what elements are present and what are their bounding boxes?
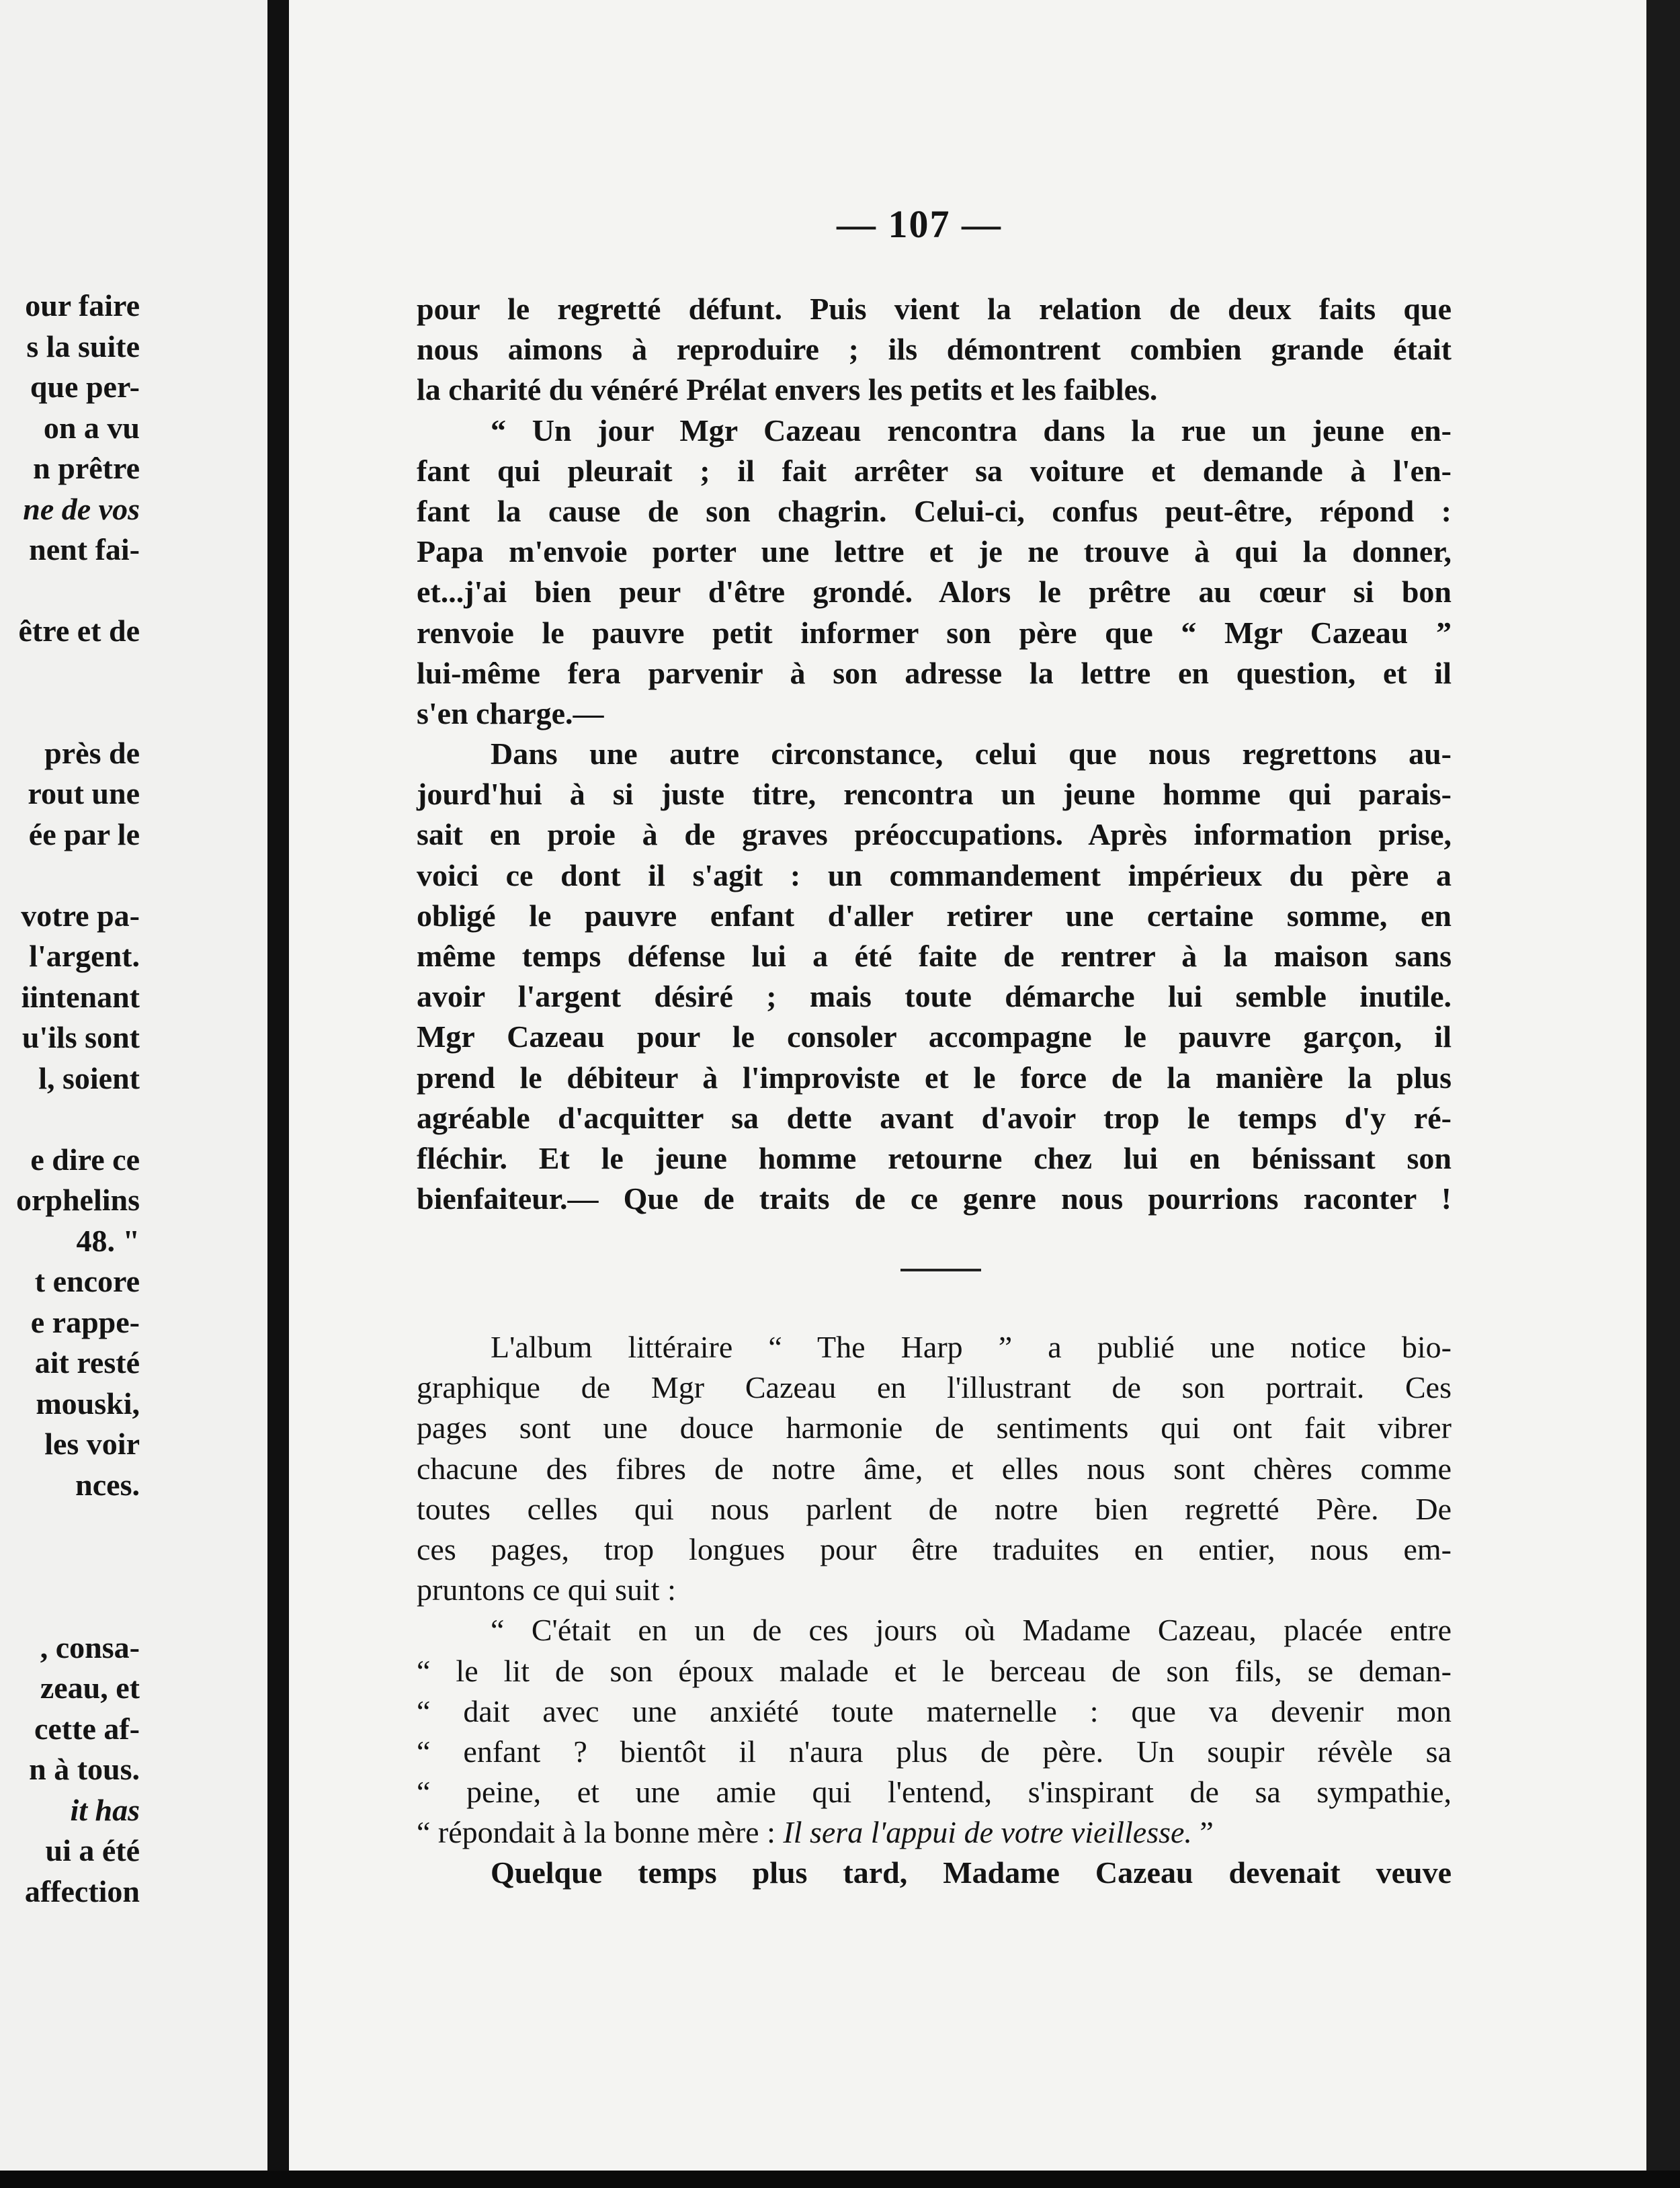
left-line: s la suite <box>26 329 140 364</box>
text-line: lui-même fera parvenir à son adresse la lettre en question, et il <box>417 655 1452 690</box>
text-line: chacune des fibres de notre âme, et elles nous sont chères comme <box>417 1451 1452 1486</box>
book-spine <box>267 0 289 2188</box>
text-line: graphique de Mgr Cazeau en l'illustrant de son portrait. Ces <box>417 1370 1452 1405</box>
left-line: que per- <box>30 370 140 404</box>
left-line: n à tous. <box>29 1752 140 1786</box>
text-line: voici ce dont il s'agit : un commandement impérieux du père a <box>417 857 1452 892</box>
text-line: avoir l'argent désiré ; mais toute démarche lui semble inutile. <box>417 979 1452 1014</box>
text-line: fant la cause de son chagrin. Celui-ci, confus peut-être, répond : <box>417 493 1452 528</box>
left-line: ui a été <box>45 1833 140 1867</box>
text-line: pages sont une douce harmonie de sentiments qui ont fait vibrer <box>417 1411 1452 1445</box>
text-line: “ peine, et une amie qui l'entend, s'inspirant de sa sympathie, <box>417 1775 1452 1810</box>
left-line: rout une <box>28 776 140 810</box>
left-line: n prêtre <box>33 451 140 485</box>
text-line: “ enfant ? bientôt il n'aura plus de père. Un soupir révèle sa <box>417 1734 1452 1769</box>
text-line: ces pages, trop longues pour être traduites en entier, nous em- <box>417 1531 1452 1566</box>
left-line: nent fai- <box>29 532 140 566</box>
text-line: Mgr Cazeau pour le consoler accompagne le pauvre garçon, il <box>417 1019 1452 1054</box>
text-run: “ répondait à la bonne mère : <box>417 1815 784 1850</box>
text-line: “ C'était en un de ces jours où Madame Cazeau, placée entre <box>491 1613 1452 1648</box>
left-line: on a vu <box>43 410 140 445</box>
left-line: orphelins <box>15 1183 140 1217</box>
left-line: e dire ce <box>30 1142 140 1177</box>
text-line: même temps défense lui a été faite de rentrer à la maison sans <box>417 939 1452 973</box>
text-line: fant qui pleurait ; il fait arrêter sa voiture et demande à l'en- <box>417 453 1452 488</box>
left-line: l'argent. <box>29 939 140 973</box>
text-line: sait en proie à de graves préoccupations. Après information prise, <box>417 817 1452 852</box>
text-line: renvoie le pauvre petit informer son père que “ Mgr Cazeau ” <box>417 615 1452 650</box>
left-line: zeau, et <box>40 1671 140 1705</box>
italic-quote: Il sera l'appui de votre vieillesse. <box>783 1815 1192 1850</box>
text-line: toutes celles qui nous parlent de notre bien regretté Père. De <box>417 1491 1452 1526</box>
left-line: 48. " <box>76 1223 140 1258</box>
text-line: la charité du vénéré Prélat envers les petits et les faibles. <box>417 372 1158 407</box>
left-line: nces. <box>75 1467 140 1502</box>
text-line: Papa m'envoie porter une lettre et je ne trouve à qui la donner, <box>417 534 1452 569</box>
left-line: votre pa- <box>21 898 140 933</box>
left-line: , consa- <box>40 1630 140 1665</box>
text-line: bienfaiteur.— Que de traits de ce genre nous pourrions raconter ! <box>417 1181 1452 1216</box>
page-number: — 107 — <box>837 202 1002 246</box>
text-run: ” <box>1191 1815 1214 1850</box>
left-line: ée par le <box>28 816 140 851</box>
text-line: “ Un jour Mgr Cazeau rencontra dans la rue un jeune en- <box>491 413 1452 448</box>
left-line: mouski, <box>36 1386 140 1421</box>
scan-border <box>0 2171 1680 2188</box>
text-line: pruntons ce qui suit : <box>417 1572 676 1607</box>
left-line: e rappe- <box>30 1304 140 1339</box>
left-line: iintenant <box>21 979 140 1014</box>
left-line: près de <box>44 735 140 770</box>
left-line: l, soient <box>38 1060 140 1095</box>
left-line: u'ils sont <box>22 1020 140 1054</box>
left-line: it has <box>70 1792 140 1827</box>
text-line: pour le regretté défunt. Puis vient la relation de deux faits que <box>417 292 1452 326</box>
left-line: our faire <box>25 288 140 323</box>
left-page-text <box>0 286 140 1912</box>
text-line: obligé le pauvre enfant d'aller retirer une certaine somme, en <box>417 898 1452 933</box>
paragraph-block-2 <box>417 1327 1452 1894</box>
text-line: L'album littéraire “ The Harp ” a publié une notice bio- <box>491 1330 1452 1364</box>
left-page <box>0 0 267 2171</box>
left-line: être et de <box>18 614 140 648</box>
text-line: Dans une autre circonstance, celui que nous regrettons au- <box>491 737 1452 771</box>
text-line: nous aimons à reproduire ; ils démontrent combien grande était <box>417 332 1452 367</box>
left-line: cette af- <box>34 1711 140 1746</box>
left-line: ait resté <box>34 1345 140 1380</box>
text-line: agréable d'acquitter sa dette avant d'avoir trop le temps d'y ré- <box>417 1100 1452 1135</box>
text-line-with-italic <box>417 1812 1452 1853</box>
text-line: Quelque temps plus tard, Madame Cazeau devenait veuve <box>491 1855 1452 1890</box>
text-line: fléchir. Et le jeune homme retourne chez lui en bénissant son <box>417 1140 1452 1175</box>
left-line: t encore <box>34 1264 140 1298</box>
text-line: jourd'hui à si juste titre, rencontra un jeune homme qui parais- <box>417 777 1452 812</box>
text-line: prend le débiteur à l'improviste et le force de la manière la plus <box>417 1060 1452 1095</box>
text-line: et...j'ai bien peur d'être grondé. Alors le prêtre au cœur si bon <box>417 575 1452 609</box>
left-line: affection <box>24 1874 140 1908</box>
left-line: les voir <box>44 1427 140 1461</box>
text-line: “ le lit de son époux malade et le berceau de son fils, se deman- <box>417 1653 1452 1688</box>
paragraph-block-1 <box>417 289 1452 1219</box>
left-line: ne de vos <box>23 491 140 526</box>
section-divider <box>900 1269 981 1271</box>
text-line: “ dait avec une anxiété toute maternelle : que va devenir mon <box>417 1693 1452 1728</box>
text-line: s'en charge.— <box>417 696 604 730</box>
page-edge <box>1646 0 1680 2188</box>
